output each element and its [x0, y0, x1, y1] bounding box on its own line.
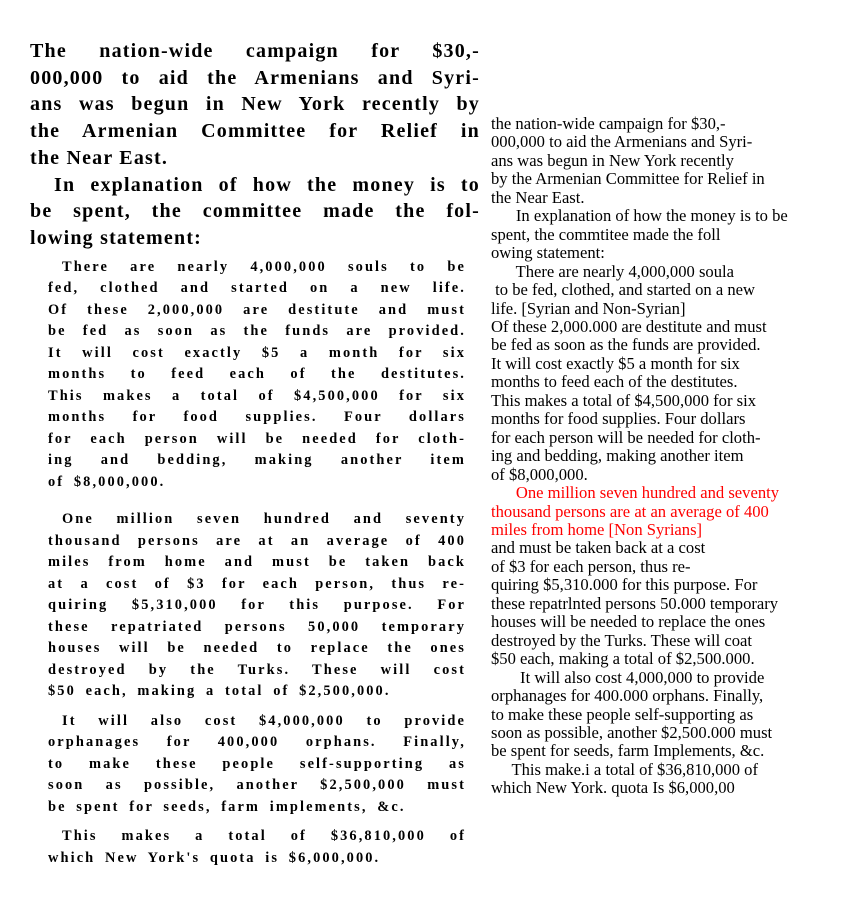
transcription-line: destroyed by the Turks. These will coat: [491, 630, 753, 650]
transcription-line: months to feed each of the destitutes.: [491, 372, 738, 392]
transcription-line: these repatrlnted persons 50.000 temporary: [491, 593, 779, 613]
transcription-line: the Near East.: [491, 187, 585, 207]
scan-line: orphanages for 400,000 orphans. Finally,: [48, 734, 466, 751]
transcription-line: to be fed, clothed, and started on a new: [491, 280, 756, 300]
scan-line: In explanation of how the money is to: [54, 173, 480, 196]
transcription-line: Of these 2,000.000 are destitute and must: [491, 316, 767, 336]
scan-line: which New York's quota is $6,000,000.: [48, 849, 381, 866]
scan-line: the Armenian Committee for Relief in: [30, 120, 480, 143]
transcription-text: [491, 115, 851, 798]
transcription-line: the nation-wide campaign for $30,-: [491, 114, 726, 133]
transcription-line: of $3 for each person, thus re-: [491, 556, 691, 576]
scan-line: these repatriated persons 50,000 temporary: [48, 618, 466, 635]
transcription-line: It will cost exactly $5 a month for six: [491, 353, 740, 373]
scan-line: be spent for seeds, farm implements, &c.: [48, 798, 406, 815]
scan-line: ing and bedding, making another item: [48, 452, 466, 469]
scan-line: to make these people self-supporting as: [48, 755, 466, 772]
scan-closing: [48, 826, 466, 869]
scan-line: ans was begun in New York recently by: [30, 93, 480, 116]
scan-line: One million seven hundred and seventy: [62, 511, 466, 528]
transcription-line: life. [Syrian and Non-Syrian]: [491, 298, 686, 318]
transcription-line: spent, the commtitee made the foll: [491, 224, 721, 244]
scan-paragraph-intro: [30, 38, 480, 172]
transcription-line: miles from home [Non Syrians]: [491, 519, 703, 539]
transcription-line: ing and bedding, making another item: [491, 446, 744, 466]
transcription-line: thousand persons are at an average of 400: [491, 501, 769, 521]
transcription-line: of $8,000,000.: [491, 464, 588, 484]
scan-quote-orphanages: [48, 711, 466, 819]
scan-line: lowing statement:: [30, 226, 203, 249]
scan-line: $50 each, making a total of $2,500,000.: [48, 683, 391, 700]
transcription-line: There are nearly 4,000,000 soula: [491, 261, 734, 281]
transcription-line: by the Armenian Committee for Relief in: [491, 169, 765, 189]
scan-line: months for food supplies. Four dollars: [48, 409, 466, 426]
scan-line: at a cost of $3 for each person, thus re-: [48, 575, 466, 592]
transcription-line: be spent for seeds, farm Implements, &c.: [491, 741, 765, 761]
scan-line: be spent, the committee made the fol-: [30, 200, 480, 223]
transcription-line: to make these people self-supporting as: [491, 704, 754, 724]
scan-line: the Near East.: [30, 146, 169, 169]
scanned-clipping: [30, 38, 480, 869]
transcription-line: quiring $5,310.000 for this purpose. For: [491, 575, 758, 595]
scan-line: for each person will be needed for cloth-: [48, 430, 466, 447]
scan-line: fed, clothed and started on a new life.: [48, 280, 466, 297]
scan-line: This makes a total of $36,810,000 of: [62, 828, 466, 845]
transcription-line: for each person will be needed for cloth-: [491, 427, 761, 447]
transcription-line: 000,000 to aid the Armenians and Syri-: [491, 132, 753, 152]
transcription-line: It will also cost 4,000,000 to provide: [491, 667, 765, 687]
scan-line: of $8,000,000.: [48, 473, 166, 490]
transcription-line: This makes a total of $4,500,000 for six: [491, 390, 756, 410]
scan-line: thousand persons are at an average of 400: [48, 532, 466, 549]
transcription-line: This make.i a total of $36,810,000 of: [491, 759, 758, 779]
transcription-line: orphanages for 400.000 orphans. Finally,: [491, 686, 764, 706]
transcription-highlight: [491, 484, 851, 539]
scan-paragraph-explanation: [30, 172, 480, 252]
transcription-line: which New York. quota Is $6,000,00: [491, 778, 735, 798]
scan-line: destroyed by the Turks. These will cost: [48, 661, 466, 678]
scan-line: miles from home and must be taken back: [48, 554, 466, 571]
transcription-line: be fed as soon as the funds are provided.: [491, 335, 761, 355]
scan-line: months to feed each of the destitutes.: [48, 366, 466, 383]
transcription-line: and must be taken back at a cost: [491, 538, 706, 558]
scan-line: 000,000 to aid the Armenians and Syri-: [30, 66, 480, 89]
scan-line: quiring $5,310,000 for this purpose. For: [48, 597, 466, 614]
scan-quote-food: [48, 257, 466, 494]
transcription-line: ans was begun in New York recently: [491, 150, 734, 170]
scan-quote-repatriation: [48, 509, 466, 703]
scan-line: The nation-wide campaign for $30,-: [30, 40, 480, 62]
scan-line: This makes a total of $4,500,000 for six: [48, 387, 466, 404]
transcription-line: owing statement:: [491, 243, 605, 263]
transcription-line: soon as possible, another $2,500.000 must: [491, 722, 773, 742]
transcription-tail: [491, 539, 851, 797]
scan-line: houses will be needed to replace the ones: [48, 640, 466, 657]
scan-line: be fed as soon as the funds are provided.: [48, 323, 466, 340]
transcription-line: months for food supplies. Four dollars: [491, 409, 746, 429]
scan-line: There are nearly 4,000,000 souls to be: [62, 258, 466, 275]
scan-line: It will also cost $4,000,000 to provide: [62, 712, 466, 729]
transcription-line: In explanation of how the money is to be: [491, 206, 788, 226]
transcription-main: [491, 115, 851, 484]
scan-line: soon as possible, another $2,500,000 must: [48, 777, 466, 794]
transcription-line: $50 each, making a total of $2,500.000.: [491, 649, 755, 669]
transcription-line: One million seven hundred and seventy: [491, 483, 780, 503]
transcription-line: houses will be needed to replace the ones: [491, 612, 766, 632]
scan-line: Of these 2,000,000 are destitute and must: [48, 301, 466, 318]
scan-line: It will cost exactly $5 a month for six: [48, 344, 466, 361]
